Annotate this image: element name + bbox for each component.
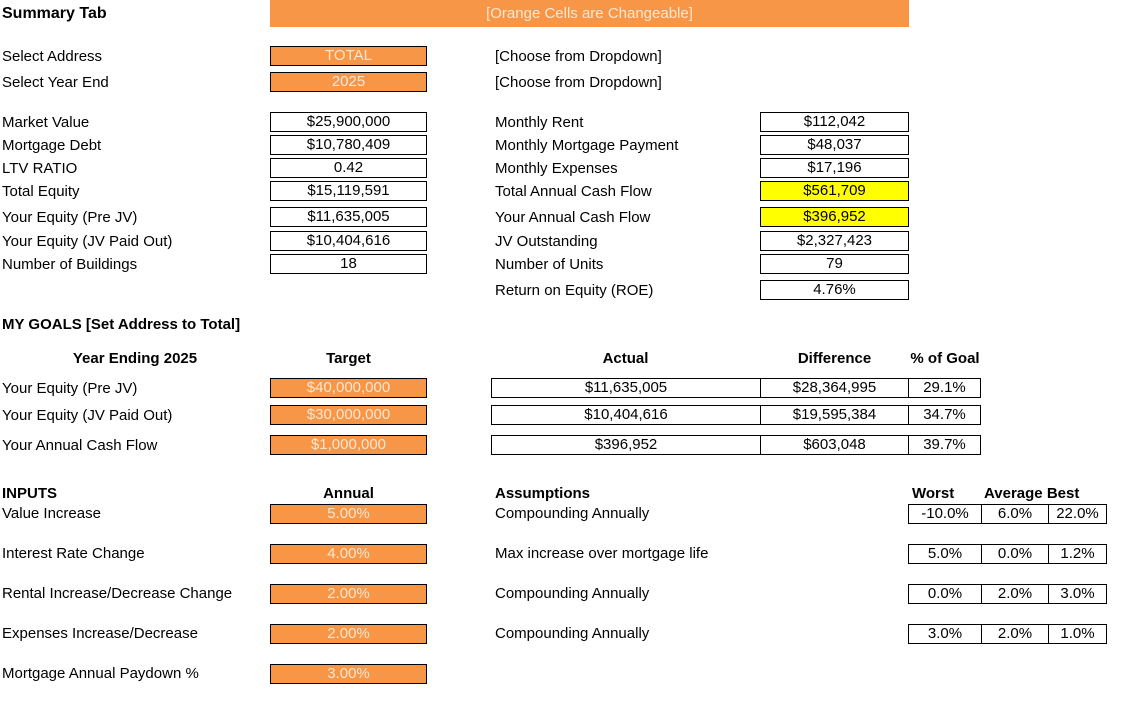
ltv-ratio-cell[interactable]: 0.42	[270, 158, 427, 178]
summary-label: Total Annual Cash Flow	[495, 183, 652, 200]
goal-pct-cell[interactable]: 39.7%	[908, 435, 981, 455]
worst-cell[interactable]: -10.0%	[908, 504, 982, 524]
summary-label: Market Value	[2, 114, 90, 131]
input-row-label: Rental Increase/Decrease Change	[2, 585, 233, 602]
year-dropdown[interactable]: 2025	[270, 72, 427, 92]
monthly-rent-cell[interactable]: $112,042	[760, 112, 909, 132]
expenses-change-input[interactable]: 2.00%	[270, 624, 427, 644]
roe-cell[interactable]: 4.76%	[760, 280, 909, 300]
goal-row-label: Your Equity (JV Paid Out)	[2, 407, 173, 424]
page-title: Summary Tab	[2, 5, 107, 22]
best-cell[interactable]: 1.0%	[1048, 624, 1107, 644]
average-cell[interactable]: 2.0%	[981, 584, 1049, 604]
jv-outstanding-cell[interactable]: $2,327,423	[760, 231, 909, 251]
inputs-title: INPUTS	[2, 485, 58, 502]
goals-target-header: Target	[326, 350, 371, 367]
address-dropdown[interactable]: TOTAL	[270, 46, 427, 66]
assumption-text: Compounding Annually	[495, 585, 650, 602]
mortgage-debt-cell[interactable]: $10,780,409	[270, 135, 427, 155]
monthly-mortgage-cell[interactable]: $48,037	[760, 135, 909, 155]
goal-difference-cell[interactable]: $19,595,384	[760, 405, 909, 425]
assumptions-header: Assumptions	[495, 485, 591, 502]
summary-label: LTV RATIO	[2, 160, 78, 177]
equity-jv-paid-cell[interactable]: $10,404,616	[270, 231, 427, 251]
goals-actual-header: Actual	[602, 350, 649, 367]
mortgage-paydown-input[interactable]: 3.00%	[270, 664, 427, 684]
best-cell[interactable]: 22.0%	[1048, 504, 1107, 524]
summary-label: Monthly Rent	[495, 114, 584, 131]
annual-header: Annual	[323, 485, 374, 502]
summary-label: Your Annual Cash Flow	[495, 209, 651, 226]
your-annual-cash-flow-cell[interactable]: $396,952	[760, 207, 909, 227]
best-cell[interactable]: 3.0%	[1048, 584, 1107, 604]
market-value-cell[interactable]: $25,900,000	[270, 112, 427, 132]
input-row-label: Interest Rate Change	[2, 545, 145, 562]
interest-rate-change-input[interactable]: 4.00%	[270, 544, 427, 564]
assumption-text: Compounding Annually	[495, 625, 650, 642]
goal-row-label: Your Equity (Pre JV)	[2, 380, 138, 397]
goal-target-input[interactable]: $40,000,000	[270, 378, 427, 398]
goal-target-input[interactable]: $30,000,000	[270, 405, 427, 425]
orange-cells-banner: [Orange Cells are Changeable]	[270, 0, 909, 27]
number-of-buildings-cell[interactable]: 18	[270, 254, 427, 274]
goal-row-label: Your Annual Cash Flow	[2, 437, 158, 454]
rental-change-input[interactable]: 2.00%	[270, 584, 427, 604]
input-row-label: Expenses Increase/Decrease	[2, 625, 198, 642]
best-cell[interactable]: 1.2%	[1048, 544, 1107, 564]
goal-actual-cell[interactable]: $11,635,005	[491, 378, 761, 398]
address-hint: [Choose from Dropdown]	[495, 48, 662, 65]
monthly-expenses-cell[interactable]: $17,196	[760, 158, 909, 178]
goal-actual-cell[interactable]: $396,952	[491, 435, 761, 455]
select-year-label: Select Year End	[2, 74, 109, 91]
average-cell[interactable]: 6.0%	[981, 504, 1049, 524]
goal-actual-cell[interactable]: $10,404,616	[491, 405, 761, 425]
worst-cell[interactable]: 5.0%	[908, 544, 982, 564]
summary-label: Your Equity (Pre JV)	[2, 209, 138, 226]
assumption-text: Max increase over mortgage life	[495, 545, 709, 562]
worst-cell[interactable]: 3.0%	[908, 624, 982, 644]
input-row-label: Mortgage Annual Paydown %	[2, 665, 199, 682]
goals-year-header: Year Ending 2025	[72, 350, 198, 367]
assumption-text: Compounding Annually	[495, 505, 650, 522]
goal-pct-cell[interactable]: 29.1%	[908, 378, 981, 398]
equity-pre-jv-cell[interactable]: $11,635,005	[270, 207, 427, 227]
goal-difference-cell[interactable]: $603,048	[760, 435, 909, 455]
summary-label: Your Equity (JV Paid Out)	[2, 233, 173, 250]
average-cell[interactable]: 0.0%	[981, 544, 1049, 564]
select-address-label: Select Address	[2, 48, 103, 65]
goal-difference-cell[interactable]: $28,364,995	[760, 378, 909, 398]
goals-difference-header: Difference	[797, 350, 872, 367]
summary-label: Return on Equity (ROE)	[495, 282, 654, 299]
summary-label: Number of Units	[495, 256, 604, 273]
summary-label: Monthly Expenses	[495, 160, 618, 177]
worst-header: Worst	[912, 485, 955, 502]
average-cell[interactable]: 2.0%	[981, 624, 1049, 644]
goal-target-input[interactable]: $1,000,000	[270, 435, 427, 455]
summary-label: JV Outstanding	[495, 233, 598, 250]
total-equity-cell[interactable]: $15,119,591	[270, 181, 427, 201]
year-hint: [Choose from Dropdown]	[495, 74, 662, 91]
average-best-header: Average Best	[984, 485, 1080, 502]
summary-label: Total Equity	[2, 183, 80, 200]
input-row-label: Value Increase	[2, 505, 101, 522]
summary-label: Monthly Mortgage Payment	[495, 137, 679, 154]
total-annual-cash-flow-cell[interactable]: $561,709	[760, 181, 909, 201]
goals-title: MY GOALS [Set Address to Total]	[2, 316, 241, 333]
summary-label: Mortgage Debt	[2, 137, 102, 154]
summary-label: Number of Buildings	[2, 256, 138, 273]
value-increase-input[interactable]: 5.00%	[270, 504, 427, 524]
goal-pct-cell[interactable]: 34.7%	[908, 405, 981, 425]
goals-pct-header: % of Goal	[910, 350, 980, 367]
worst-cell[interactable]: 0.0%	[908, 584, 982, 604]
number-of-units-cell[interactable]: 79	[760, 254, 909, 274]
